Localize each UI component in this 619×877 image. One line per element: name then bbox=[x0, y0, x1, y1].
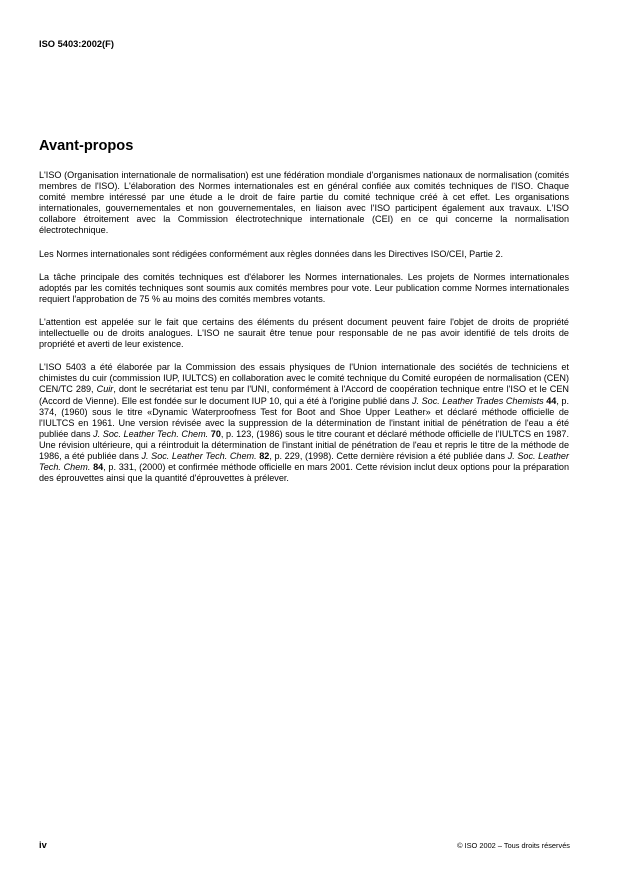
text-run: Cuir bbox=[96, 384, 114, 395]
paragraph-3 bbox=[39, 272, 569, 305]
text-run: 44 bbox=[546, 395, 557, 406]
paragraph-5 bbox=[39, 362, 569, 484]
text-run: J. Soc. Leather Trades Chemists bbox=[411, 395, 544, 406]
text-run: J. Soc. Leather Tech. Chem. bbox=[39, 450, 569, 473]
text-run: 84 bbox=[93, 462, 104, 473]
text-run: , p. 374, (1960) sous le titre «Dynamic Waterproofness Test for Boot and Shoe Upper Leather» et déclaré méthode officielle de l'IULTCS en 1961. Une version révisée avec la suppression de la détermination de l'instant initial de pénétration de l'eau a été publiée dans bbox=[39, 395, 570, 439]
text-run: J. Soc. Leather Tech. Chem. bbox=[141, 450, 257, 461]
text-run: , p. 331, (2000) et confirmée méthode officielle en mars 2001. Cette révision inclut deux options pour la préparation des éprouvettes ainsi que la quantité d'éprouvettes à prélever. bbox=[39, 462, 570, 484]
text-run: , p. 229, (1998). Cette dernière révision a été publiée dans bbox=[269, 450, 508, 461]
text-run: L'attention est appelée sur le fait que certains des éléments du présent document peuvent faire l'objet de droits de propriété intellectuelle ou de droits analogues. L'ISO ne saurait être tenue pour responsable de ne pas avoir identifié de tels droits de propriété et averti de leur existence. bbox=[39, 316, 569, 350]
page-number: iv bbox=[39, 840, 47, 850]
text-run: , p. 123, (1986) sous le titre courant et déclaré méthode officielle de l'IULTCS en 1987. Une révision ultérieure, qui a réintroduit la détermination de l'instant initial de pénétration de l'eau et repris le titre de la méthode de 1986, a été publiée dans bbox=[39, 428, 569, 461]
foreword-body bbox=[39, 170, 569, 496]
text-run: 82 bbox=[259, 450, 270, 461]
text-run: Les Normes internationales sont rédigées conformément aux règles données dans les Directives ISO/CEI, Partie 2. bbox=[39, 248, 504, 259]
section-title: Avant-propos bbox=[39, 138, 134, 154]
text-run: La tâche principale des comités techniques est d'élaborer les Normes internationales. Les projets de Normes internationales adoptés par les comités techniques sont soumis aux comités membres pour vote. Leur publication comme Normes internationales requiert l'approbation de 75 % au moins des comités membres votants. bbox=[39, 271, 569, 304]
text-run: L'ISO 5403 a été élaborée par la Commission des essais physiques de l'Union internationale des sociétés de techniciens et chimistes du cuir (commission IUP, IULTCS) en collaboration avec le comité technique du Comité européen de normalisation (CEN) CEN/TC 289, bbox=[39, 362, 569, 395]
paragraph-2 bbox=[39, 249, 569, 260]
document-id-header: ISO 5403:2002(F) bbox=[39, 39, 114, 49]
copyright-notice: © ISO 2002 – Tous droits réservés bbox=[457, 841, 570, 850]
text-run: , dont le secrétariat est tenu par l'UNI, conformément à l'Accord de coopération technique entre l'ISO et le CEN (Accord de Vienne). Elle est fondée sur le document IUP 10, qui a été à l'origine publié dans bbox=[39, 384, 569, 406]
text-run: 70 bbox=[210, 428, 221, 439]
text-run: J. Soc. Leather Tech. Chem. bbox=[93, 428, 209, 439]
paragraph-4 bbox=[39, 317, 569, 350]
paragraph-1 bbox=[39, 170, 569, 237]
text-run: L'ISO (Organisation internationale de normalisation) est une fédération mondiale d'organismes nationaux de normalisation (comités membres de l'ISO). L'élaboration des Normes internationales est en général confiée aux comités techniques de l'ISO. Chaque comité membre intéressé par une étude a le droit de faire partie du comité technique créé à cet effet. Les organisations internationales, gouvernementales et non gouvernementales, en liaison avec l'ISO participent également aux travaux. L'ISO collabore étroitement avec la Commission électrotechnique internationale (CEI) en ce qui concerne la normalisation électrotechnique. bbox=[39, 170, 569, 236]
